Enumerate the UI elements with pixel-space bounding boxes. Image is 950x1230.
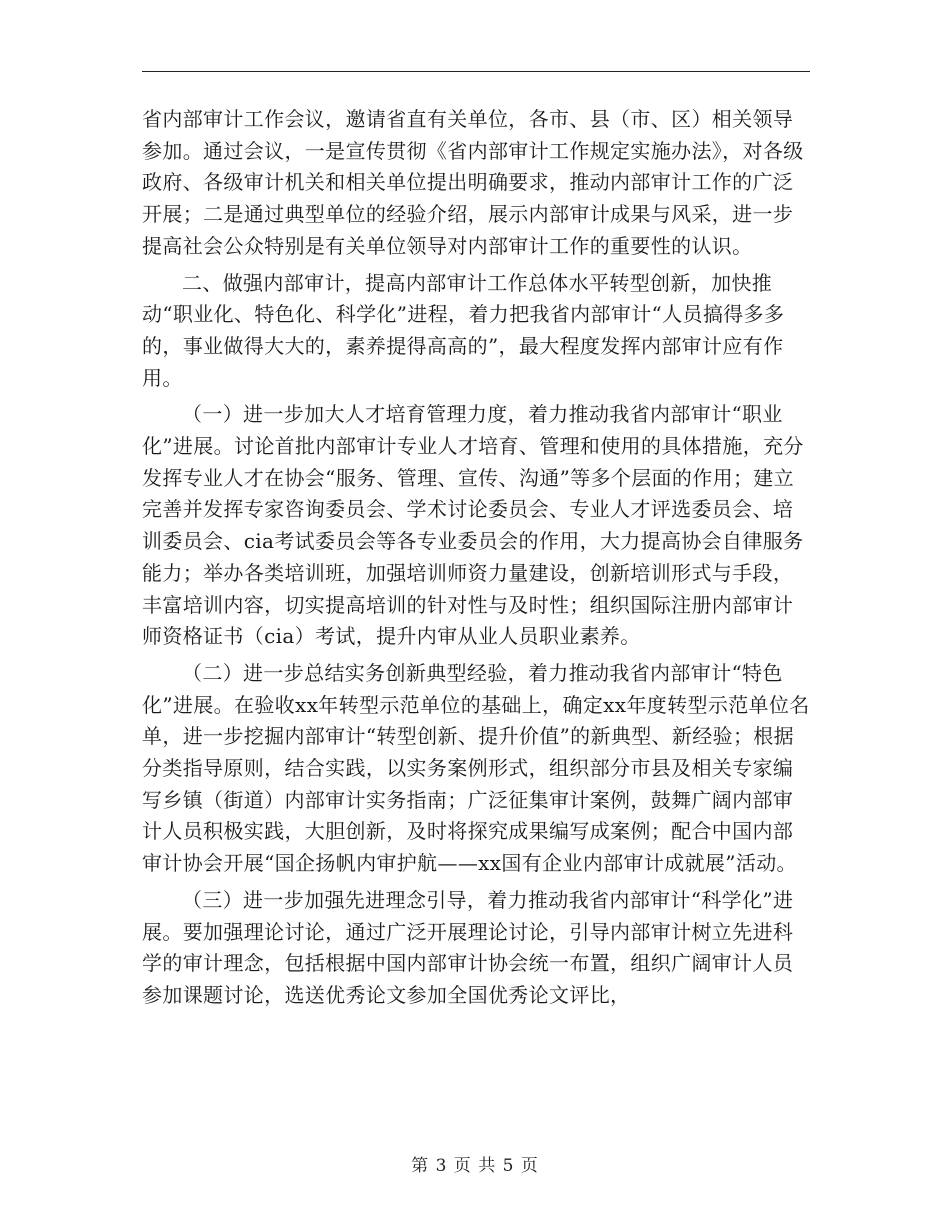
page-number: 第 3 页 共 5 页 <box>411 1156 539 1176</box>
paragraph-item-three: （三）进一步加强先进理念引导，着力推动我省内部审计“科学化”进展。要加强理论讨论，通过广泛开展理论讨论，引导内部审计树立先进科学的审计理念，包括根据中国内部审计协会统一布置，组织广阔审计人员参加课题讨论，选送优秀论文参加全国优秀论文评比， <box>142 887 794 1007</box>
paragraph-item-one: （一）进一步加大人才培育管理力度，着力推动我省内部审计“职业化”进展。讨论首批内部审计专业人才培育、管理和使用的具体措施，充分发挥专业人才在协会“服务、管理、宣传、沟通”等多个层面的作用；建立完善并发挥专家咨询委员会、学术讨论委员会、专业人才评选委员会、培训委员会、cia考试委员会等各专业委员会的作用，大力提高协会自律服务能力；举办各类培训班，加强培训师资力量建设，创新培训形式与手段，丰富培训内容，切实提高培训的针对性与及时性；组织国际注册内部审计师资格证书（cia）考试，提升内审从业人员职业素养。 <box>142 402 804 649</box>
paragraph-section-two: 二、做强内部审计，提高内部审计工作总体水平转型创新，加快推动“职业化、特色化、科学化”进程，着力把我省内部审计“人员搞得多多的，事业做得大大的，素养提得高高的”，最大程度发挥内部审计应有作用。 <box>142 270 785 390</box>
paragraph-continued: 省内部审计工作会议，邀请省直有关单位，各市、县（市、区）相关领导参加。通过会议，一是宣传贯彻《省内部审计工作规定实施办法》，对各级政府、各级审计机关和相关单位提出明确要求，推动内部审计工作的广泛开展；二是通过典型单位的经验介绍，展示内部审计成果与风采，进一步提高社会公众特别是有关单位领导对内部审计工作的重要性的认识。 <box>142 107 804 258</box>
paragraph-item-two: （二）进一步总结实务创新典型经验，着力推动我省内部审计“特色化”进展。在验收xx年转型示范单位的基础上，确定xx年度转型示范单位名单，进一步挖掘内部审计“转型创新、提升价值”的新典型、新经验；根据分类指导原则，结合实践，以实务案例形式，组织部分市县及相关专家编写乡镇（街道）内部审计实务指南；广泛征集审计案例，鼓舞广阔内部审计人员积极实践，大胆创新，及时将探究成果编写成案例；配合中国内部审计协会开展“国企扬帆内审护航——xx国有企业内部审计成就展”活动。 <box>142 660 810 876</box>
header-rule <box>142 71 810 72</box>
page-footer <box>0 1151 950 1176</box>
body-text <box>142 104 812 1012</box>
